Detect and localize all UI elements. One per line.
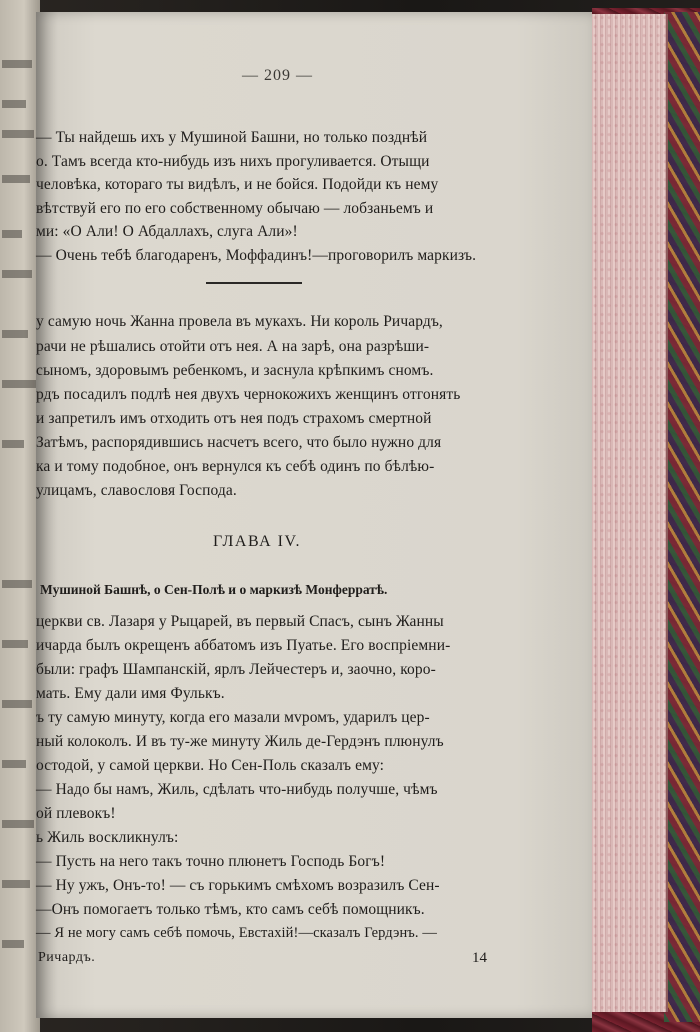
text-line: рдъ посадилъ подлѣ нея двухъ чернокожихъ женщинъ отгонять (36, 386, 461, 403)
signature-number: 14 (472, 950, 487, 966)
text-line: — Пусть на него такъ точно плюнетъ Господь Богъ! (36, 853, 386, 870)
text-fragment (2, 380, 36, 388)
text-line: ой плевокъ! (36, 805, 116, 822)
text-fragment (2, 940, 24, 948)
text-line: ь Жиль воскликнулъ: (36, 829, 179, 846)
text-fragment (2, 880, 30, 888)
text-line: ми: «О Али! О Абдаллахъ, слуга Али»! (36, 223, 298, 240)
printer-signature: Ричардъ. (38, 950, 96, 965)
text-line: ъ ту самую минуту, когда его мазали мvромъ, ударилъ цер- (36, 709, 430, 726)
text-line: —Онъ помогаетъ только тѣмъ, кто самъ себѣ помощникъ. (36, 901, 425, 918)
page-number: — 209 — (242, 67, 313, 84)
text-fragment (2, 700, 32, 708)
text-line: о. Тамъ всегда кто-нибудь изъ нихъ прогуливается. Отыщи (36, 153, 430, 170)
text-fragment (2, 760, 26, 768)
text-line: рачи не рѣшались отойти отъ нея. А на зарѣ, она разрѣши- (36, 338, 430, 355)
text-line: ный колоколъ. И въ ту-же минуту Жиль де-Гердэнъ плюнулъ (36, 733, 444, 750)
text-line: — Ну ужъ, Онъ-то! — съ горькимъ смѣхомъ возразилъ Сен- (36, 877, 440, 894)
chapter-title: ГЛАВА IV. (213, 533, 301, 550)
text-fragment (2, 330, 28, 338)
text-line: человѣка, котораго ты видѣлъ, и не бойся. Подойди къ нему (36, 176, 439, 193)
text-line: ичарда былъ окрещенъ аббатомъ изъ Пуатье. Его воспріемни- (36, 637, 451, 654)
text-line: сыномъ, здоровымъ ребенкомъ, и заснула крѣпкимъ сномъ. (36, 362, 434, 379)
chapter-subtitle: Мушиной Башнѣ, о Сен-Полѣ и о маркизѣ Монферратѣ. (40, 582, 388, 597)
text-fragment (2, 270, 32, 278)
text-line: — Надо бы намъ, Жиль, сдѣлать что-нибудь получше, чѣмъ (36, 781, 438, 798)
text-line: остодой, у самой церкви. Но Сен-Поль сказалъ ему: (36, 757, 385, 774)
text-fragment (2, 820, 34, 828)
text-line: церкви св. Лазаря у Рыцарей, въ первый Спасъ, сынъ Жанны (36, 613, 444, 630)
text-fragment (2, 580, 32, 588)
text-line: — Очень тебѣ благодаренъ, Моффадинъ!—проговорилъ маркизъ. (36, 247, 477, 264)
marbled-endpaper (664, 12, 700, 1022)
text-line: у самую ночь Жанна провела въ мукахъ. Ни король Ричардъ, (36, 313, 443, 330)
text-line: и запретилъ имъ отходить отъ нея подъ страхомъ смертной (36, 410, 432, 427)
text-fragment (2, 175, 30, 183)
text-fragment (2, 130, 34, 138)
book-page (36, 12, 592, 1018)
text-line: вѣтствуй его по его собственному обычаю — лобзаньемъ и (36, 200, 434, 217)
text-fragment (2, 230, 22, 238)
text-line: — Ты найдешь ихъ у Мушиной Башни, но только позднѣй (36, 129, 428, 146)
page-block-edges (586, 14, 668, 1012)
text-line: улицамъ, славословя Господа. (36, 482, 237, 499)
text-line: были: графъ Шампанскій, ярлъ Лейчестеръ и, заочно, коро- (36, 661, 436, 678)
text-fragment (2, 440, 24, 448)
text-fragment (2, 60, 32, 68)
text-fragment (2, 100, 26, 108)
text-fragment (2, 640, 28, 648)
text-line: ка и тому подобное, онъ вернулся къ себѣ одинъ по бѣлѣю- (36, 458, 435, 475)
text-line: Затѣмъ, распорядившись насчетъ всего, что было нужно для (36, 434, 442, 451)
section-divider (206, 282, 302, 284)
text-line: мать. Ему дали имя Фулькъ. (36, 685, 225, 702)
previous-page-edge (0, 0, 40, 1032)
text-line: — Я не могу самъ себѣ помочь, Евстахій!—сказалъ Гердэнъ. — (36, 925, 437, 941)
